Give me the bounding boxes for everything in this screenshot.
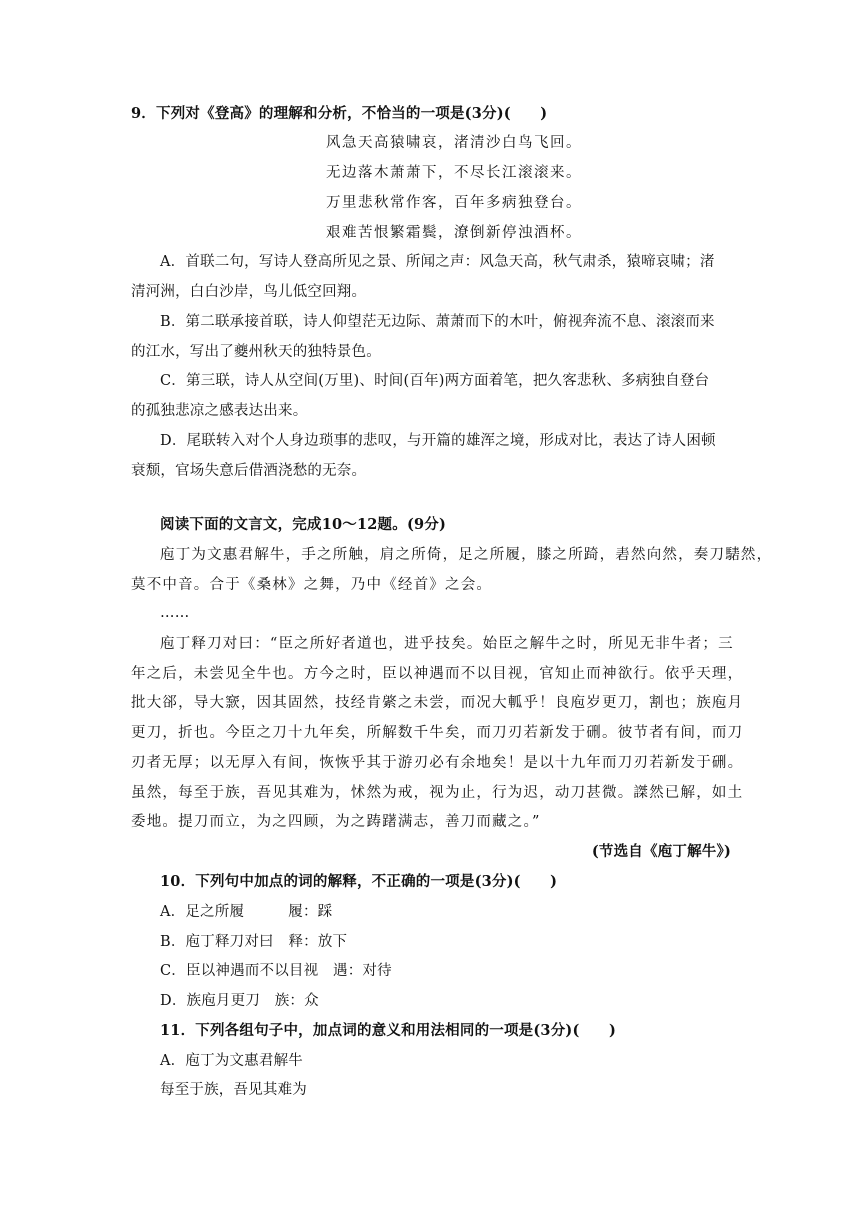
poem-line-4: 艰难苦恨繁霜鬓，潦倒新停浊酒杯。	[326, 225, 582, 241]
q10-option-a: A．足之所履 履：踩	[160, 904, 333, 920]
poem-line-2: 无边落木萧萧下，不尽长江滚滚来。	[326, 165, 582, 181]
q10-option-d: D．族庖月更刀 族：众	[160, 993, 319, 1009]
q9-option-a-line2: 清河洲，白白沙岸，鸟儿低空回翔。	[131, 284, 367, 300]
q10-stem: 10．下列句中加点的词的解释，不正确的一项是(3分)( )	[160, 873, 558, 890]
passage-p2-line3: 批大郤，导大窾，因其固然，技经肯綮之未尝，而况大軱乎！良庖岁更刀，割也；族庖月	[131, 695, 744, 711]
reading-instruction: 阅读下面的文言文，完成10～12题。(9分)	[160, 516, 447, 533]
passage-p2-line1: 庖丁释刀对曰：“臣之所好者道也，进乎技矣。始臣之解牛之时，所见无非牛者；三	[160, 636, 734, 652]
passage-p2-line5: 刃者无厚；以无厚入有间，恢恢乎其于游刃必有余地矣！是以十九年而刀刃若新发于硎。	[131, 755, 744, 771]
q11-option-a-line1: A．庖丁为文惠君解牛	[160, 1053, 303, 1069]
passage-p1-line2: 莫不中音。合于《桑林》之舞，乃中《经首》之会。	[131, 577, 493, 593]
poem-line-3: 万里悲秋常作客，百年多病独登台。	[326, 195, 582, 211]
q11-option-a-line2: 每至于族，吾见其难为	[160, 1082, 307, 1098]
q9-option-a-line1: A．首联二句，写诗人登高所见之景、所闻之声：风急天高，秋气肃杀，猿啼哀啸；渚	[160, 254, 715, 270]
q9-option-d-line1: D．尾联转入对个人身边琐事的悲叹，与开篇的雄浑之境，形成对比，表达了诗人困顿	[160, 433, 716, 449]
passage-p2-line4: 更刀，折也。今臣之刀十九年矣，所解数千牛矣，而刀刃若新发于硎。彼节者有间，而刀	[131, 725, 744, 741]
q9-option-b-line1: B．第二联承接首联，诗人仰望茫无边际、萧萧而下的木叶，俯视奔流不息、滚滚而来	[160, 314, 715, 330]
poem-line-1: 风急天高猿啸哀，渚清沙白鸟飞回。	[326, 135, 582, 151]
passage-p1-line1: 庖丁为文惠君解牛，手之所触，肩之所倚，足之所履，膝之所踦，砉然向然，奏刀騞然，	[160, 547, 773, 563]
q9-option-b-line2: 的江水，写出了夔州秋天的独特景色。	[131, 344, 381, 360]
q9-option-c-line2: 的孤独悲凉之感表达出来。	[131, 403, 308, 419]
passage-ellipsis: ……	[160, 605, 190, 621]
q11-stem: 11．下列各组句子中，加点词的意义和用法相同的一项是(3分)( )	[160, 1022, 617, 1039]
passage-p2-line2: 年之后，未尝见全牛也。方今之时，臣以神遇而不以目视，官知止而神欲行。依乎天理，	[131, 666, 744, 682]
q10-option-b: B．庖丁释刀对曰 释：放下	[160, 934, 348, 950]
passage-p2-line6: 虽然，每至于族，吾见其难为，怵然为戒，视为止，行为迟，动刀甚微。謋然已解，如土	[131, 785, 744, 801]
q10-option-c: C．臣以神遇而不以目视 遇：对待	[160, 963, 392, 979]
q9-option-c-line1: C．第三联，诗人从空间(万里)、时间(百年)两方面着笔，把久客悲秋、多病独自登台	[160, 373, 710, 389]
q9-option-d-line2: 衰颓，官场失意后借酒浇愁的无奈。	[131, 463, 367, 479]
passage-p2-line7: 委地。提刀而立，为之四顾，为之踌躇满志，善刀而藏之。”	[131, 814, 541, 830]
passage-source: (节选自《庖丁解牛》)	[591, 843, 731, 860]
q9-stem: 9．下列对《登高》的理解和分析，不恰当的一项是(3分)( )	[131, 105, 548, 122]
